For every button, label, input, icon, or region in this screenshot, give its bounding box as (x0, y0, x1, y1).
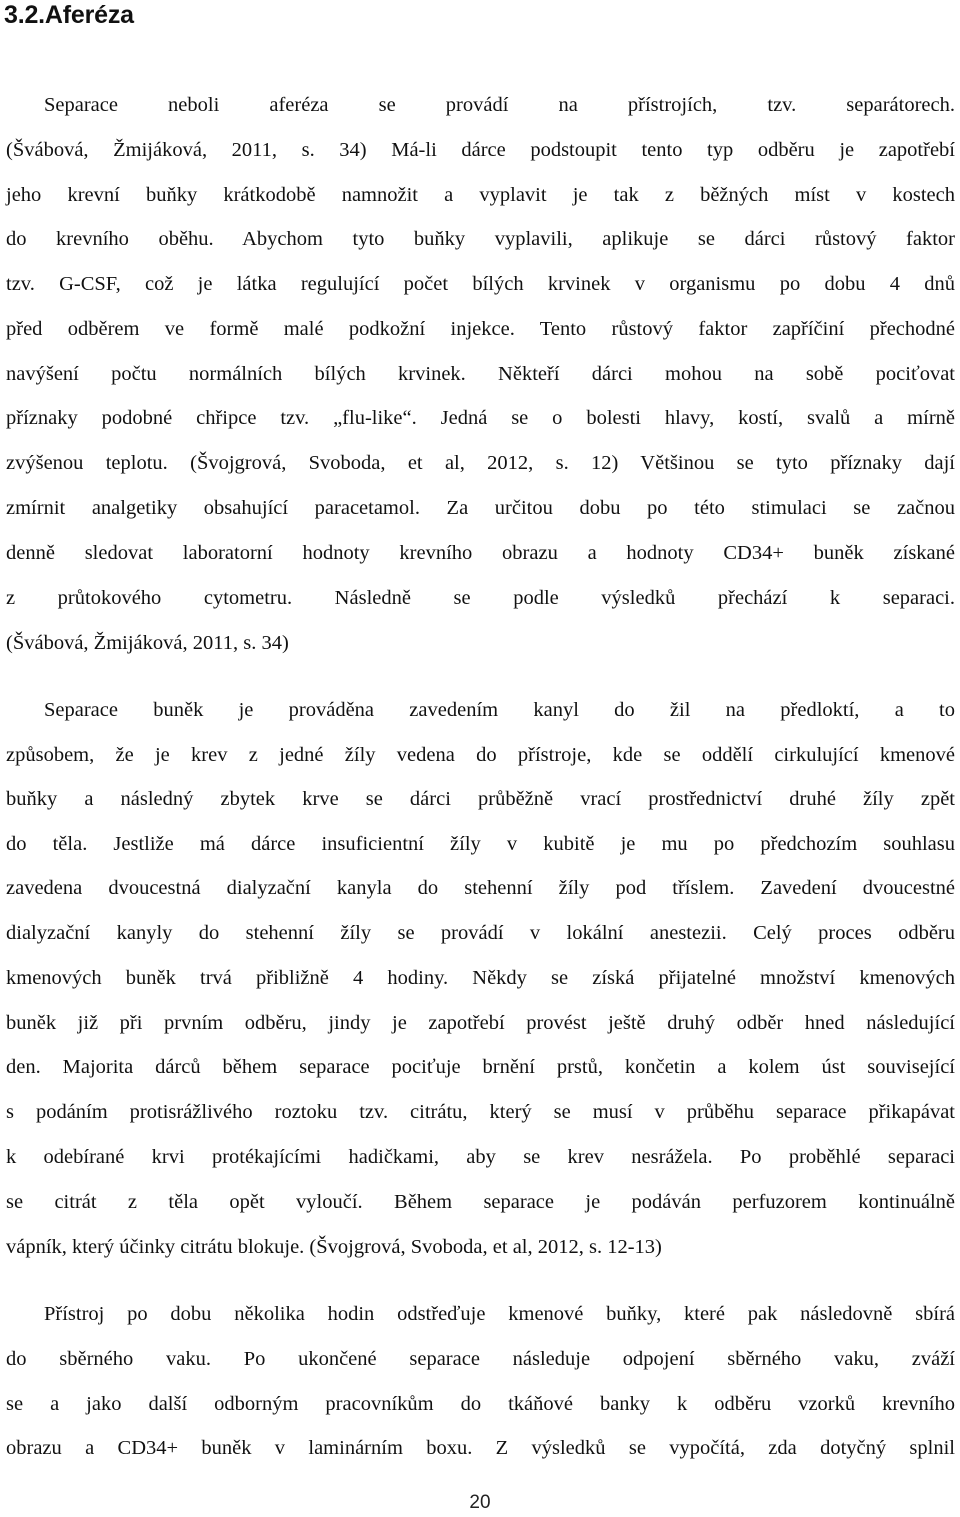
paragraph-1-line-6: před odběrem ve formě malé podkožní injekce. Tento růstový faktor zapříčiní přechodné (6, 318, 955, 340)
paragraph-1-line-4: do krevního oběhu. Abychom tyto buňky vyplavili, aplikuje se dárci růstový faktor (6, 228, 955, 250)
paragraph-2-line-3: buňky a následný zbytek krve se dárci průběžně vrací prostřednictví druhé žíly zpět (6, 788, 955, 810)
paragraph-2-line-7: kmenových buněk trvá přibližně 4 hodiny. Někdy se získá přijatelné množství kmenových (6, 967, 955, 989)
paragraph-2-line-12: se citrát z těla opět vyloučí. Během separace je podáván perfuzorem kontinuálně (6, 1191, 955, 1213)
paragraph-1-line-3: jeho krevní buňky krátkodobě namnožit a vyplavit je tak z běžných míst v kostech (6, 184, 955, 206)
paragraph-2-line-6: dialyzační kanyly do stehenní žíly se provádí v lokální anestezii. Celý proces odběru (6, 922, 955, 944)
paragraph-2-line-9: den. Majorita dárců během separace pociťuje brnění prstů, končetin a kolem úst související (6, 1056, 955, 1078)
paragraph-2-line-10: s podáním protisrážlivého roztoku tzv. citrátu, který se musí v průběhu separace přikapávat (6, 1101, 955, 1123)
paragraph-1-line-7: navýšení počtu normálních bílých krvinek. Někteří dárci mohou na sobě pociťovat (6, 363, 955, 385)
paragraph-2-line-1: Separace buněk je prováděna zavedením kanyl do žil na předloktí, a to (44, 699, 955, 721)
paragraph-1-line-8: příznaky podobné chřipce tzv. „flu-like“. Jedná se o bolesti hlavy, kostí, svalů a mírně (6, 407, 955, 429)
paragraph-2-line-5: zavedena dvoucestná dialyzační kanyla do stehenní žíly pod tříslem. Zavedení dvoucestné (6, 877, 955, 899)
paragraph-2-line-4: do těla. Jestliže má dárce insuficientní žíly v kubitě je mu po předchozím souhlasu (6, 833, 955, 855)
paragraph-3-line-2: do sběrného vaku. Po ukončené separace následuje odpojení sběrného vaku, zváží (6, 1348, 955, 1370)
paragraph-2-line-8: buněk již při prvním odběru, jindy je zapotřebí provést ještě druhý odběr hned následující (6, 1012, 955, 1034)
paragraph-1-line-12: z průtokového cytometru. Následně se podle výsledků přechází k separaci. (6, 587, 955, 609)
paragraph-3-line-1: Přístroj po dobu několika hodin odstřeďuje kmenové buňky, které pak následovně sbírá (44, 1303, 955, 1325)
paragraph-1-line-10: zmírnit analgetiky obsahující paracetamol. Za určitou dobu po této stimulaci se začnou (6, 497, 955, 519)
paragraph-1-line-13: (Švábová, Žmijáková, 2011, s. 34) (6, 632, 289, 654)
paragraph-3-line-4: obrazu a CD34+ buněk v laminárním boxu. Z výsledků se vypočítá, zda dotyčný splnil (6, 1437, 955, 1459)
paragraph-2-line-11: k odebírané krvi protékajícími hadičkami, aby se krev nesrážela. Po proběhlé separaci (6, 1146, 955, 1168)
paragraph-1-line-2: (Švábová, Žmijáková, 2011, s. 34) Má-li dárce podstoupit tento typ odběru je zapotřebí (6, 139, 955, 161)
paragraph-2-line-2: způsobem, že je krev z jedné žíly vedena do přístroje, kde se oddělí cirkulující kmenové (6, 744, 955, 766)
paragraph-2-line-13: vápník, který účinky citrátu blokuje. (Švojgrová, Svoboda, et al, 2012, s. 12-13) (6, 1236, 662, 1258)
paragraph-3-line-3: se a jako další odborným pracovníkům do tkáňové banky k odběru vzorků krevního (6, 1393, 955, 1415)
paragraph-1-line-1: Separace neboli aferéza se provádí na přístrojích, tzv. separátorech. (44, 94, 955, 116)
page-number: 20 (469, 1492, 491, 1513)
paragraph-1-line-5: tzv. G-CSF, což je látka regulující počet bílých krvinek v organismu po dobu 4 dnů (6, 273, 955, 295)
paragraph-1-line-9: zvýšenou teplotu. (Švojgrová, Svoboda, et al, 2012, s. 12) Většinou se tyto příznaky dají (6, 452, 955, 474)
paragraph-1-line-11: denně sledovat laboratorní hodnoty krevního obrazu a hodnoty CD34+ buněk získané (6, 542, 955, 564)
section-heading: 3.2.Aferéza (4, 1, 134, 29)
